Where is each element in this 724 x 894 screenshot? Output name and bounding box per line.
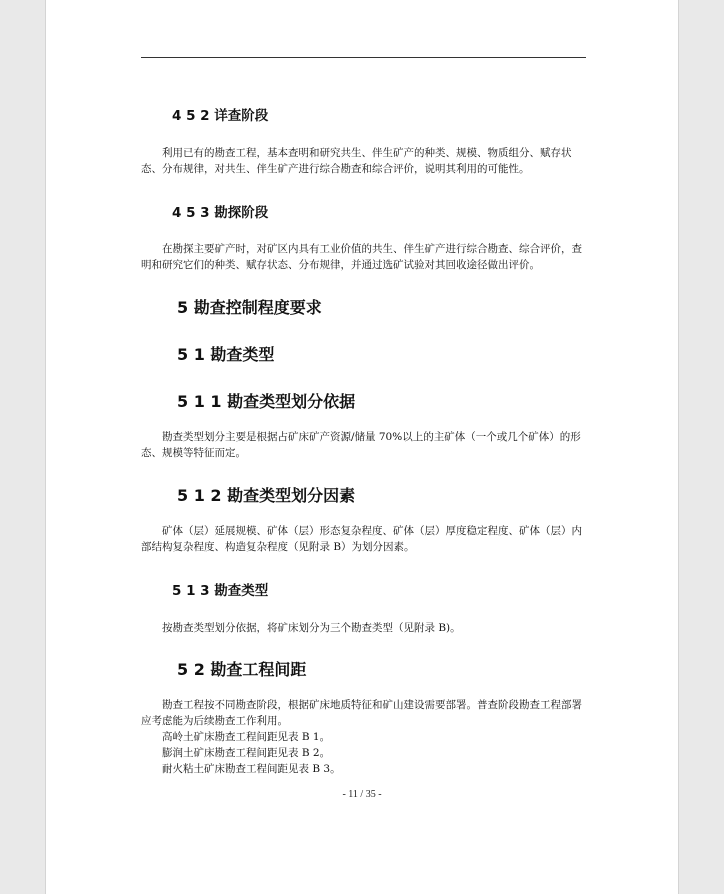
- paragraph-text: 矿体（层）延展规模、矿体（层）形态复杂程度、矿体（层）厚度稳定程度、矿体（层）内部结构复杂程度、构造复杂程度（见附录 B）为划分因素。: [141, 525, 582, 553]
- heading-5-1: 5 1 勘查类型: [177, 345, 275, 364]
- paragraph-4-5-3: [141, 241, 586, 273]
- paragraph-text: 勘查工程按不同勘查阶段，根据矿床地质特征和矿山建设需要部署。普查阶段勘查工程部署应考虑能为后续勘查工作利用。: [141, 699, 582, 727]
- list-item: 高岭土矿床勘查工程间距见表 B 1。: [162, 731, 331, 743]
- paragraph-5-1-2: [141, 523, 586, 555]
- list-item: 耐火粘土矿床勘查工程间距见表 B 3。: [162, 763, 341, 775]
- heading-5-2: 5 2 勘查工程间距: [177, 660, 307, 679]
- paragraph-text: 按勘查类型划分依据，将矿床划分为三个勘查类型（见附录 B)。: [162, 622, 461, 634]
- heading-5-1-3: 5 1 3 勘查类型: [172, 583, 269, 599]
- list-item: 膨润土矿床勘查工程间距见表 B 2。: [162, 747, 331, 759]
- paragraph-5-1-1: [141, 429, 586, 461]
- paragraph-text: 利用已有的勘查工程，基本查明和研究共生、伴生矿产的种类、规模、物质组分、赋存状态、分布规律，对共生、伴生矿产进行综合勘查和综合评价，说明其利用的可能性。: [141, 147, 572, 175]
- paragraph-4-5-2: [141, 145, 586, 177]
- page-number: - 11 / 35 -: [342, 789, 382, 800]
- paragraph-text: 勘查类型划分主要是根据占矿床矿产资源/储量 70%以上的主矿体（一个或几个矿体）的形态、规模等特征而定。: [141, 431, 581, 459]
- heading-5-1-1: 5 1 1 勘查类型划分依据: [177, 392, 356, 411]
- paragraph-5-2: [141, 697, 586, 777]
- header-rule: [141, 57, 586, 58]
- heading-4-5-3: 4 5 3 勘探阶段: [172, 205, 269, 221]
- heading-5-1-2: 5 1 2 勘查类型划分因素: [177, 486, 356, 505]
- heading-5: 5 勘查控制程度要求: [177, 298, 322, 317]
- heading-4-5-2: 4 5 2 详查阶段: [172, 108, 269, 124]
- paragraph-5-1-3: [141, 620, 586, 636]
- paragraph-text: 在勘探主要矿产时，对矿区内具有工业价值的共生、伴生矿产进行综合勘查、综合评价，查明和研究它们的种类、赋存状态、分布规律，并通过选矿试验对其回收途径做出评价。: [141, 243, 582, 271]
- document-page: [45, 0, 679, 894]
